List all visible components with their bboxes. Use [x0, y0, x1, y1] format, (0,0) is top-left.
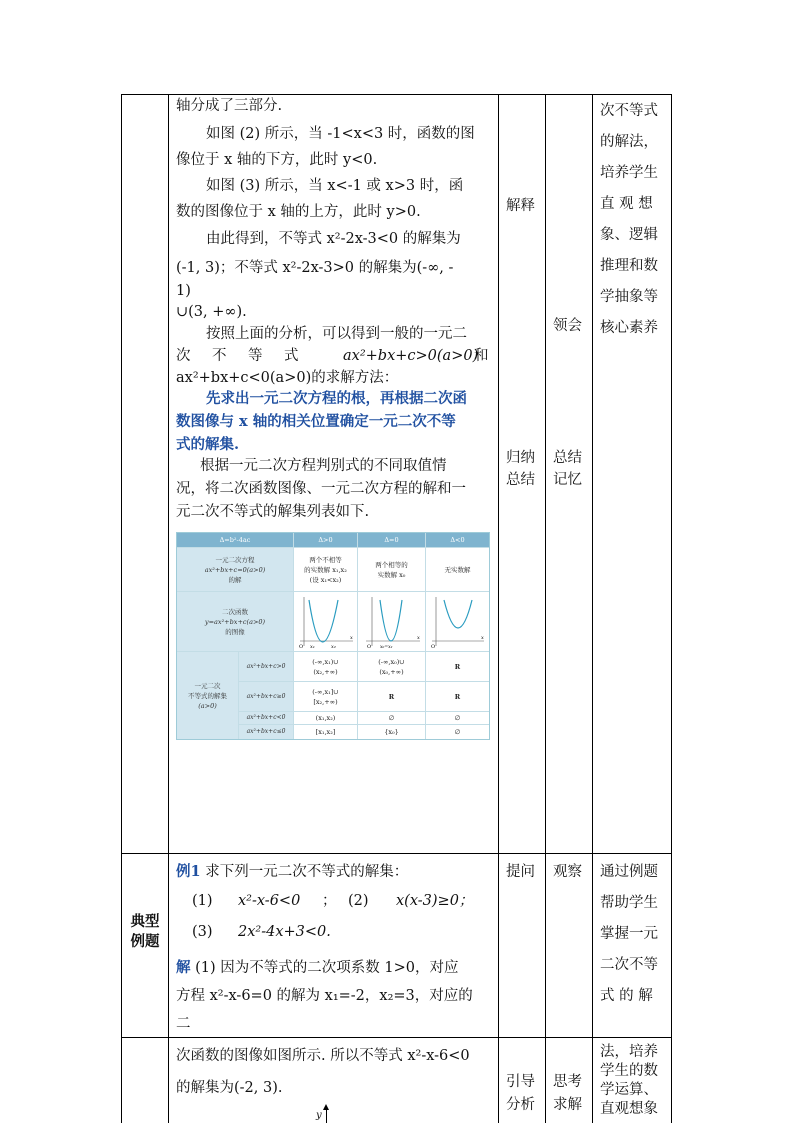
cell-line: (-∞,x₁)∪	[312, 657, 339, 666]
example-prompt: 求下列一元二次不等式的解集：	[200, 864, 409, 880]
cell-equation-delta-zero	[358, 548, 426, 592]
design-intent-line: 直 观 想	[600, 196, 653, 212]
table-divider-4	[592, 94, 593, 1123]
inequality-label: ax²+bx+c>0	[239, 652, 294, 682]
table-border-left	[121, 94, 122, 1123]
cell-line: 的实数解 x₁,x₂	[304, 565, 347, 574]
label-line: 一元二次方程	[215, 555, 255, 564]
design-intent-line: 式 的 解	[600, 988, 653, 1004]
graph-root-label: x₁	[309, 643, 315, 650]
teacher-activity: 分析	[506, 1097, 535, 1113]
text-line: 数的图像位于 x 轴的上方，此时 y>0.	[176, 204, 421, 220]
graph-y-axis	[326, 1108, 327, 1123]
graph-root-label: x₂	[330, 643, 336, 650]
design-intent-line: 学生的数	[600, 1063, 658, 1079]
table-header: Δ<0	[426, 533, 489, 548]
design-intent-line: 推理和数	[600, 258, 658, 274]
section-label: 典型	[130, 913, 160, 930]
table-header: Δ=0	[358, 533, 426, 548]
solution-line	[176, 958, 458, 978]
inequality-label: ax²+bx+c<0	[239, 712, 294, 725]
text-char: 等	[248, 348, 263, 364]
graph-y-axis-label: y	[316, 1110, 322, 1121]
highlight-line: 式的解集.	[176, 436, 240, 453]
solution-set-cell: (x₁,x₂)	[294, 712, 358, 725]
graph-origin-label: O	[366, 643, 371, 650]
row-label-inequality	[177, 652, 239, 739]
example-number: (3)	[192, 924, 213, 940]
label-line: ax²+bx+c=0(a>0)	[204, 565, 266, 574]
example-inequality: x(x-3)≥0；	[396, 893, 474, 909]
cell-line: (-∞,x₁]∪	[312, 687, 339, 696]
solution-title: 解	[176, 959, 191, 976]
example-inequality: 2x²-4x+3<0.	[238, 924, 331, 940]
solution-line: 二	[176, 1016, 191, 1032]
solution-set-cell: [x₁,x₂]	[294, 725, 358, 739]
solution-set-cell	[294, 652, 358, 682]
table-row-divider-2	[121, 1037, 672, 1038]
design-intent-line: 核心素养	[600, 320, 658, 336]
solution-text: (1) 因为不等式的二次项系数 1>0，对应	[190, 960, 459, 976]
table-border-right	[671, 94, 672, 1123]
example-number: (2)	[348, 893, 369, 909]
parabola-no-root-graph	[428, 594, 488, 650]
teacher-activity: 解释	[506, 198, 535, 214]
text-char: 次	[176, 348, 191, 364]
student-activity: 求解	[553, 1097, 582, 1113]
parabola-one-root-graph	[360, 594, 424, 650]
cell-line: 两个不相等	[309, 555, 342, 564]
text-line: (-1, 3)；不等式 x²-2x-3>0 的解集为(-∞, -	[176, 260, 454, 276]
solution-set-cell: R	[426, 682, 489, 712]
highlight-line: 数图像与 x 轴的相关位置确定一元二次不等	[176, 413, 456, 430]
text-line: 由此得到，不等式 x²-2x-3<0 的解集为	[206, 231, 461, 247]
text-char: 式	[284, 348, 299, 364]
graph-origin-label: O	[430, 643, 435, 650]
teacher-activity: 归纳	[506, 450, 535, 466]
student-activity: 总结	[553, 450, 582, 466]
inequality-formula: ax²+bx+c>0(a>0)	[343, 348, 479, 364]
design-intent-line: 象、逻辑	[600, 227, 658, 243]
graph-axis-label: x	[416, 634, 420, 641]
table-header: Δ=b²-4ac	[177, 533, 294, 548]
solution-set-cell	[294, 682, 358, 712]
label-line: 的解	[228, 575, 242, 584]
solution-set-cell: ∅	[358, 712, 426, 725]
cell-line: [x₂,+∞)	[313, 697, 338, 706]
cell-line: 两个相等的	[375, 560, 408, 569]
teacher-activity: 提问	[506, 864, 535, 880]
label-line: 的图像	[225, 627, 245, 636]
table-row-divider-1	[121, 853, 672, 854]
text-line: 根据一元二次方程判别式的不同取值情	[200, 458, 447, 474]
text-line: ax²+bx+c<0(a>0)的求解方法：	[176, 370, 399, 386]
teacher-activity: 总结	[506, 472, 535, 488]
design-intent-line: 学抽象等	[600, 289, 658, 305]
inequality-label: ax²+bx+c≤0	[239, 725, 294, 739]
table-divider-1	[168, 94, 169, 1123]
solution-line: 的解集为(-2, 3).	[176, 1080, 283, 1096]
label-line: (a>0)	[198, 701, 217, 710]
row-label-graph	[177, 592, 294, 652]
text-line: 按照上面的分析，可以得到一般的一元二	[206, 326, 467, 342]
inequality-label: ax²+bx+c≥0	[239, 682, 294, 712]
text-line: 1)	[176, 283, 191, 299]
example-title: 例1	[176, 863, 201, 880]
solution-line: 方程 x²-x-6=0 的解为 x₁=-2，x₂=3，对应的	[176, 988, 473, 1004]
design-intent-line: 掌握一元	[600, 926, 658, 942]
text-line: 如图 (2) 所示，当 -1<x<3 时，函数的图	[206, 126, 475, 142]
text-line: ∪(3, +∞).	[176, 304, 247, 320]
solution-set-cell: {x₀}	[358, 725, 426, 739]
cell-line: (设 x₁<x₂)	[309, 575, 342, 584]
cell-line: (-∞,x₀)∪	[378, 657, 405, 666]
design-intent-line: 的解法，	[600, 134, 658, 150]
student-activity: 观察	[553, 864, 582, 880]
graph-axis-label: x	[349, 634, 353, 641]
table-header: Δ>0	[294, 533, 358, 548]
graph-root-label: x₀=x₂	[379, 644, 392, 650]
label-line: y=ax²+bx+c(a>0)	[204, 617, 266, 626]
solution-set-cell: R	[358, 682, 426, 712]
y-axis-arrow-icon	[323, 1104, 329, 1110]
teacher-activity: 引导	[506, 1074, 535, 1090]
section-label: 例题	[130, 933, 160, 950]
example-separator: ；	[322, 893, 337, 909]
solution-set-cell: ∅	[454, 728, 461, 736]
text-line: 轴分成了三部分.	[176, 98, 283, 114]
label-line: 一元二次	[194, 681, 221, 690]
design-intent-line: 学运算、	[600, 1082, 658, 1098]
example-heading	[176, 862, 408, 882]
graph-axis-label: x	[480, 634, 484, 641]
example-inequality: x²-x-6<0	[238, 893, 301, 909]
table-divider-2	[498, 94, 499, 1123]
cell-line: 实数解 x₀	[377, 570, 406, 579]
student-activity: 思考	[553, 1074, 582, 1090]
design-intent-line: 通过例题	[600, 864, 658, 880]
label-line: 二次函数	[222, 607, 248, 616]
parabola-two-roots-graph	[296, 594, 356, 650]
design-intent-line: 帮助学生	[600, 895, 658, 911]
row-label-equation	[177, 548, 294, 592]
text-line: 像位于 x 轴的下方，此时 y<0.	[176, 152, 378, 168]
student-activity: 领会	[553, 318, 582, 334]
student-activity: 记忆	[553, 472, 582, 488]
text-line: 元二次不等式的解集列表如下.	[176, 504, 370, 520]
text-char: 不	[212, 348, 227, 364]
label-line: 不等式的解集	[188, 691, 227, 700]
summary-table-image	[176, 532, 490, 740]
cell-line: (x₀,+∞)	[379, 667, 404, 676]
graph-cell-no-root	[426, 592, 489, 652]
graph-cell-one-root	[358, 592, 426, 652]
example-number: (1)	[192, 893, 213, 909]
cell-equation-delta-pos	[294, 548, 358, 592]
text-char: 和	[474, 348, 489, 364]
cell-equation-delta-neg: 无实数解	[426, 548, 489, 592]
design-intent-line: 次不等式	[600, 103, 658, 119]
graph-cell-two-roots	[294, 592, 358, 652]
cell-line: (x₂,+∞)	[313, 667, 338, 676]
solution-line: 次函数的图像如图所示. 所以不等式 x²-x-6<0	[176, 1048, 470, 1064]
design-intent-line: 直观想象	[600, 1101, 658, 1117]
table-border-top	[121, 94, 672, 95]
text-line: 况，将二次函数图像、一元二次方程的解和一	[176, 481, 466, 497]
solution-set-cell	[358, 652, 426, 682]
highlight-line: 先求出一元二次方程的根，再根据二次函	[206, 390, 467, 407]
design-intent-line: 二次不等	[600, 957, 658, 973]
solution-set-cell: R	[426, 652, 489, 682]
text-line: 如图 (3) 所示，当 x<-1 或 x>3 时，函	[206, 178, 464, 194]
graph-origin-label: O	[298, 643, 303, 650]
table-divider-3	[545, 94, 546, 1123]
solution-set-cell: ∅	[426, 712, 489, 725]
design-intent-line: 法，培养	[600, 1044, 658, 1060]
design-intent-line: 培养学生	[600, 165, 658, 181]
